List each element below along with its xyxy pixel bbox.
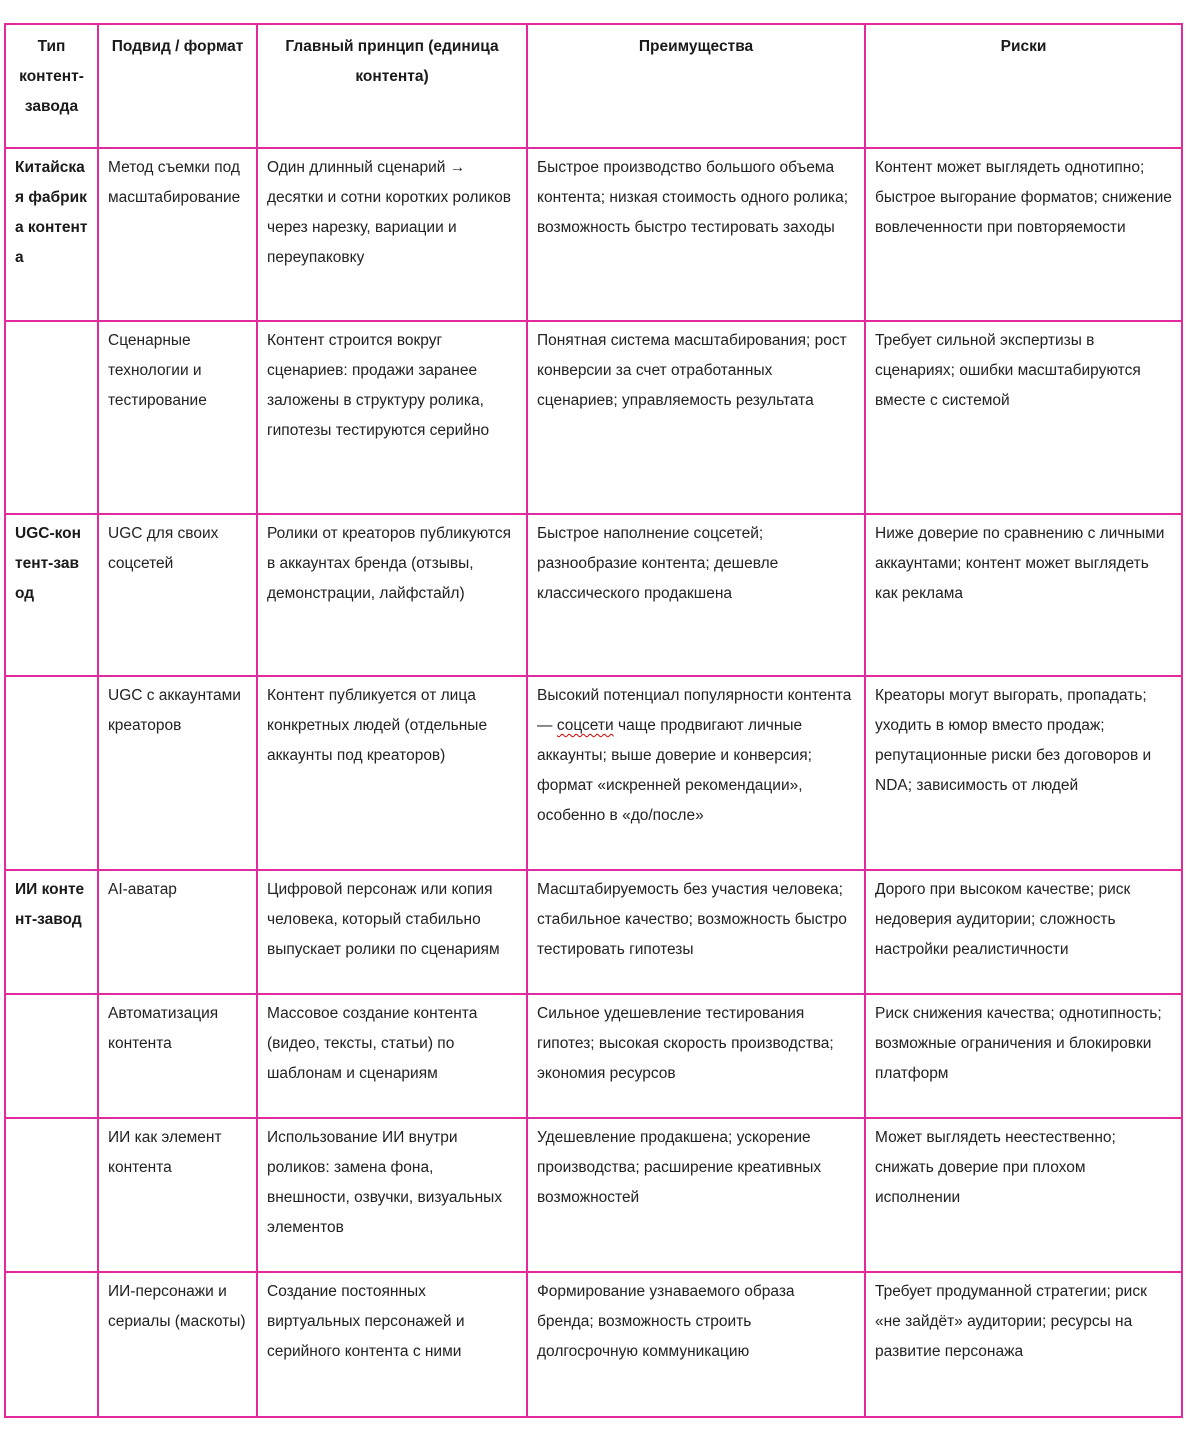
- cell-risks: Требует сильной экспертизы в сценариях; ошибки масштабируются вместе с системой: [865, 321, 1182, 514]
- cell-principle: Один длинный сценарий → десятки и сотни коротких роликов через нарезку, вариации и переупаковку: [257, 148, 527, 321]
- cell-advantages: Формирование узнаваемого образа бренда; возможность строить долгосрочную коммуникацию: [527, 1272, 865, 1417]
- advantages-text-a: Высокий потенциал популярности контента—: [537, 687, 852, 734]
- table-row: [5, 148, 1182, 321]
- cell-principle: Контент публикуется от лица конкретных людей (отдельные аккаунты под креаторов): [257, 676, 527, 870]
- cell-risks: Может выглядеть неестественно; снижать доверие при плохом исполнении: [865, 1118, 1182, 1272]
- cell-advantages: Быстрое наполнение соцсетей; разнообразие контента; дешевле классического продакшена: [527, 514, 865, 676]
- cell-subtype: Автоматизация контента: [98, 994, 257, 1118]
- cell-risks: Требует продуманной стратегии; риск «не зайдёт» аудитории; ресурсы на развитие персонажа: [865, 1272, 1182, 1417]
- header-risks: Риски: [865, 24, 1182, 148]
- header-row: [5, 24, 1182, 148]
- cell-type: Китайская фабрика контента: [5, 148, 98, 321]
- cell-type: [5, 1272, 98, 1417]
- table-row: [5, 676, 1182, 870]
- cell-type: UGC-контент-завод: [5, 514, 98, 676]
- cell-subtype: ИИ-персонажи и сериалы (маскоты): [98, 1272, 257, 1417]
- table-row: [5, 870, 1182, 994]
- advantages-text-c: чаще продвигают личные аккаунты; выше доверие и конверсия; формат «искренней рекомендации», особенно в «до/после»: [537, 717, 812, 824]
- table-row: [5, 994, 1182, 1118]
- cell-principle: Цифровой персонаж или копия человека, который стабильно выпускает ролики по сценариям: [257, 870, 527, 994]
- cell-subtype: UGC для своих соцсетей: [98, 514, 257, 676]
- cell-advantages: Понятная система масштабирования; рост конверсии за счет отработанных сценариев; управляемость результата: [527, 321, 865, 514]
- cell-type: ИИ контент-завод: [5, 870, 98, 994]
- cell-advantages: Сильное удешевление тестирования гипотез; высокая скорость производства; экономия ресурсов: [527, 994, 865, 1118]
- table-row: [5, 321, 1182, 514]
- cell-advantages: [527, 676, 865, 870]
- header-subtype: Подвид / формат: [98, 24, 257, 148]
- cell-advantages: Быстрое производство большого объема контента; низкая стоимость одного ролика; возможность быстро тестировать заходы: [527, 148, 865, 321]
- cell-risks: Контент может выглядеть однотипно; быстрое выгорание форматов; снижение вовлеченности при повторяемости: [865, 148, 1182, 321]
- cell-principle: Массовое создание контента (видео, тексты, статьи) по шаблонам и сценариям: [257, 994, 527, 1118]
- cell-risks: Ниже доверие по сравнению с личными аккаунтами; контент может выглядеть как реклама: [865, 514, 1182, 676]
- cell-type: [5, 994, 98, 1118]
- header-type: Тип контент-завода: [5, 24, 98, 148]
- cell-subtype: Метод съемки под масштабирование: [98, 148, 257, 321]
- cell-advantages: Удешевление продакшена; ускорение производства; расширение креативных возможностей: [527, 1118, 865, 1272]
- cell-subtype: ИИ как элемент контента: [98, 1118, 257, 1272]
- table-row: [5, 514, 1182, 676]
- header-principle: Главный принцип (единица контента): [257, 24, 527, 148]
- cell-type: [5, 321, 98, 514]
- cell-subtype: Сценарные технологии и тестирование: [98, 321, 257, 514]
- cell-principle: Использование ИИ внутри роликов: замена фона, внешности, озвучки, визуальных элементов: [257, 1118, 527, 1272]
- cell-type: [5, 1118, 98, 1272]
- cell-subtype: UGC с аккаунтами креаторов: [98, 676, 257, 870]
- table-row: [5, 1272, 1182, 1417]
- cell-principle: Контент строится вокруг сценариев: продажи заранее заложены в структуру ролика, гипотезы тестируются серийно: [257, 321, 527, 514]
- table-row: [5, 1118, 1182, 1272]
- content-factory-table: [4, 23, 1183, 1418]
- cell-risks: Риск снижения качества; однотипность; возможные ограничения и блокировки платформ: [865, 994, 1182, 1118]
- cell-subtype: AI-аватар: [98, 870, 257, 994]
- cell-risks: Креаторы могут выгорать, пропадать; уходить в юмор вместо продаж; репутационные риски без договоров и NDA; зависимость от людей: [865, 676, 1182, 870]
- cell-type: [5, 676, 98, 870]
- spellcheck-word[interactable]: соцсети: [556, 717, 614, 734]
- header-advantages: Преимущества: [527, 24, 865, 148]
- cell-principle: Ролики от креаторов публикуются в аккаунтах бренда (отзывы, демонстрации, лайфстайл): [257, 514, 527, 676]
- cell-principle: Создание постоянных виртуальных персонажей и серийного контента с ними: [257, 1272, 527, 1417]
- cell-advantages: Масштабируемость без участия человека; стабильное качество; возможность быстро тестировать гипотезы: [527, 870, 865, 994]
- cell-risks: Дорого при высоком качестве; риск недоверия аудитории; сложность настройки реалистичности: [865, 870, 1182, 994]
